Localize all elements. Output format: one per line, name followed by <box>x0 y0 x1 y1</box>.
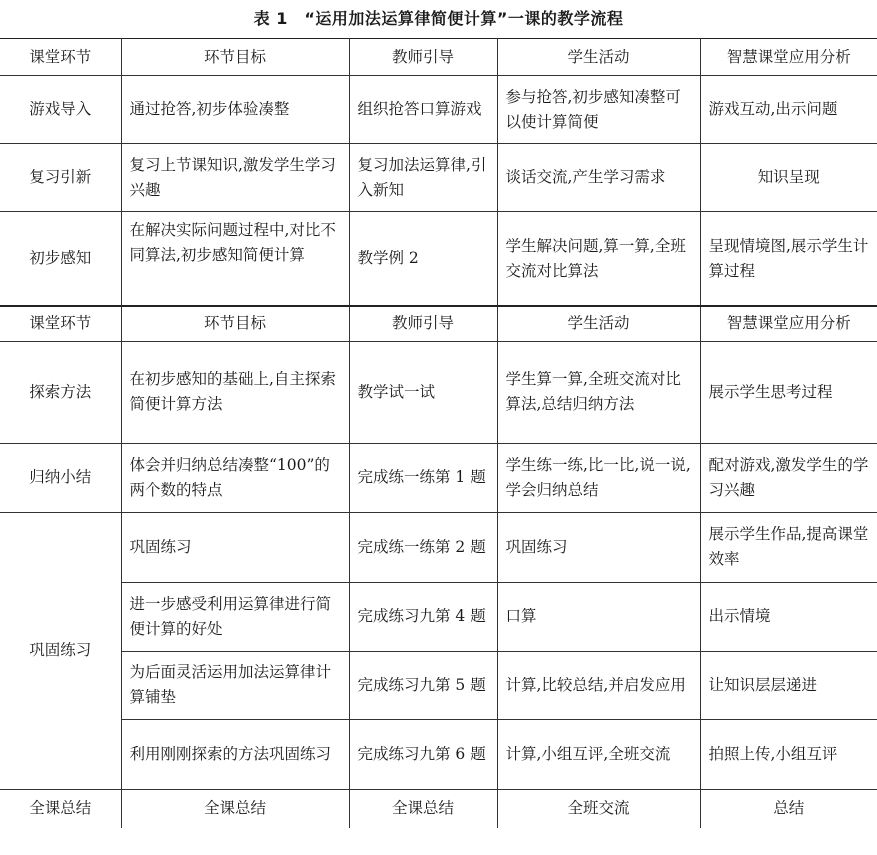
student-cell: 计算,比较总结,并启发应用 <box>497 651 700 719</box>
analysis-cell: 知识呈现 <box>700 144 877 212</box>
stage-cell: 探索方法 <box>0 341 121 443</box>
table-row <box>0 76 877 144</box>
header-student: 学生活动 <box>497 306 700 341</box>
header-teacher: 教师引导 <box>349 39 497 76</box>
goal-cell: 全课总结 <box>121 789 349 828</box>
teacher-cell: 完成练习九第 5 题 <box>349 651 497 719</box>
teaching-flow-table-part1 <box>0 38 877 306</box>
analysis-cell: 呈现情境图,展示学生计算过程 <box>700 212 877 306</box>
table-row <box>0 582 877 651</box>
stage-cell: 归纳小结 <box>0 443 121 512</box>
analysis-cell: 拍照上传,小组互评 <box>700 719 877 789</box>
header-goal: 环节目标 <box>121 39 349 76</box>
goal-cell: 通过抢答,初步体验凑整 <box>121 76 349 144</box>
teacher-cell: 完成练习九第 4 题 <box>349 582 497 651</box>
goal-cell: 进一步感受利用运算律进行简便计算的好处 <box>121 582 349 651</box>
analysis-cell: 配对游戏,激发学生的学习兴趣 <box>700 443 877 512</box>
table-row <box>0 341 877 443</box>
header-stage: 课堂环节 <box>0 306 121 341</box>
header-stage: 课堂环节 <box>0 39 121 76</box>
teacher-cell: 组织抢答口算游戏 <box>349 76 497 144</box>
student-cell: 学生练一练,比一比,说一说,学会归纳总结 <box>497 443 700 512</box>
goal-cell: 体会并归纳总结凑整“100”的两个数的特点 <box>121 443 349 512</box>
header-student: 学生活动 <box>497 39 700 76</box>
analysis-cell: 出示情境 <box>700 582 877 651</box>
teacher-cell: 复习加法运算律,引入新知 <box>349 144 497 212</box>
student-cell: 学生解决问题,算一算,全班交流对比算法 <box>497 212 700 306</box>
student-cell: 学生算一算,全班交流对比算法,总结归纳方法 <box>497 341 700 443</box>
stage-cell: 复习引新 <box>0 144 121 212</box>
student-cell: 巩固练习 <box>497 512 700 582</box>
analysis-cell: 展示学生作品,提高课堂效率 <box>700 512 877 582</box>
table-row <box>0 719 877 789</box>
header-goal: 环节目标 <box>121 306 349 341</box>
goal-cell: 复习上节课知识,激发学生学习兴趣 <box>121 144 349 212</box>
table-row <box>0 443 877 512</box>
table-row <box>0 512 877 582</box>
goal-cell: 巩固练习 <box>121 512 349 582</box>
header-analysis: 智慧课堂应用分析 <box>700 306 877 341</box>
table-row <box>0 651 877 719</box>
analysis-cell: 游戏互动,出示问题 <box>700 76 877 144</box>
analysis-cell: 展示学生思考过程 <box>700 341 877 443</box>
teacher-cell: 教学例 2 <box>349 212 497 306</box>
table-header-row <box>0 306 877 341</box>
stage-cell: 初步感知 <box>0 212 121 306</box>
table-row <box>0 144 877 212</box>
stage-cell: 全课总结 <box>0 789 121 828</box>
teacher-cell: 完成练一练第 2 题 <box>349 512 497 582</box>
goal-cell: 在初步感知的基础上,自主探索简便计算方法 <box>121 341 349 443</box>
student-cell: 全班交流 <box>497 789 700 828</box>
student-cell: 参与抢答,初步感知凑整可以使计算简便 <box>497 76 700 144</box>
header-teacher: 教师引导 <box>349 306 497 341</box>
student-cell: 口算 <box>497 582 700 651</box>
stage-cell: 游戏导入 <box>0 76 121 144</box>
student-cell: 谈话交流,产生学习需求 <box>497 144 700 212</box>
analysis-cell: 总结 <box>700 789 877 828</box>
table-row <box>0 789 877 828</box>
table-caption: 表 1 “运用加法运算律简便计算”一课的教学流程 <box>253 9 624 28</box>
table-header-row <box>0 39 877 76</box>
teacher-cell: 完成练习九第 6 题 <box>349 719 497 789</box>
teacher-cell: 完成练一练第 1 题 <box>349 443 497 512</box>
header-analysis: 智慧课堂应用分析 <box>700 39 877 76</box>
goal-cell: 为后面灵活运用加法运算律计算铺垫 <box>121 651 349 719</box>
stage-cell: 巩固练习 <box>0 512 121 789</box>
student-cell: 计算,小组互评,全班交流 <box>497 719 700 789</box>
analysis-cell: 让知识层层递进 <box>700 651 877 719</box>
table-row <box>0 212 877 306</box>
teaching-flow-table-part2 <box>0 305 877 828</box>
teacher-cell: 全课总结 <box>349 789 497 828</box>
goal-cell: 在解决实际问题过程中,对比不同算法,初步感知简便计算 <box>129 221 336 264</box>
goal-cell: 利用刚刚探索的方法巩固练习 <box>121 719 349 789</box>
teacher-cell: 教学试一试 <box>349 341 497 443</box>
